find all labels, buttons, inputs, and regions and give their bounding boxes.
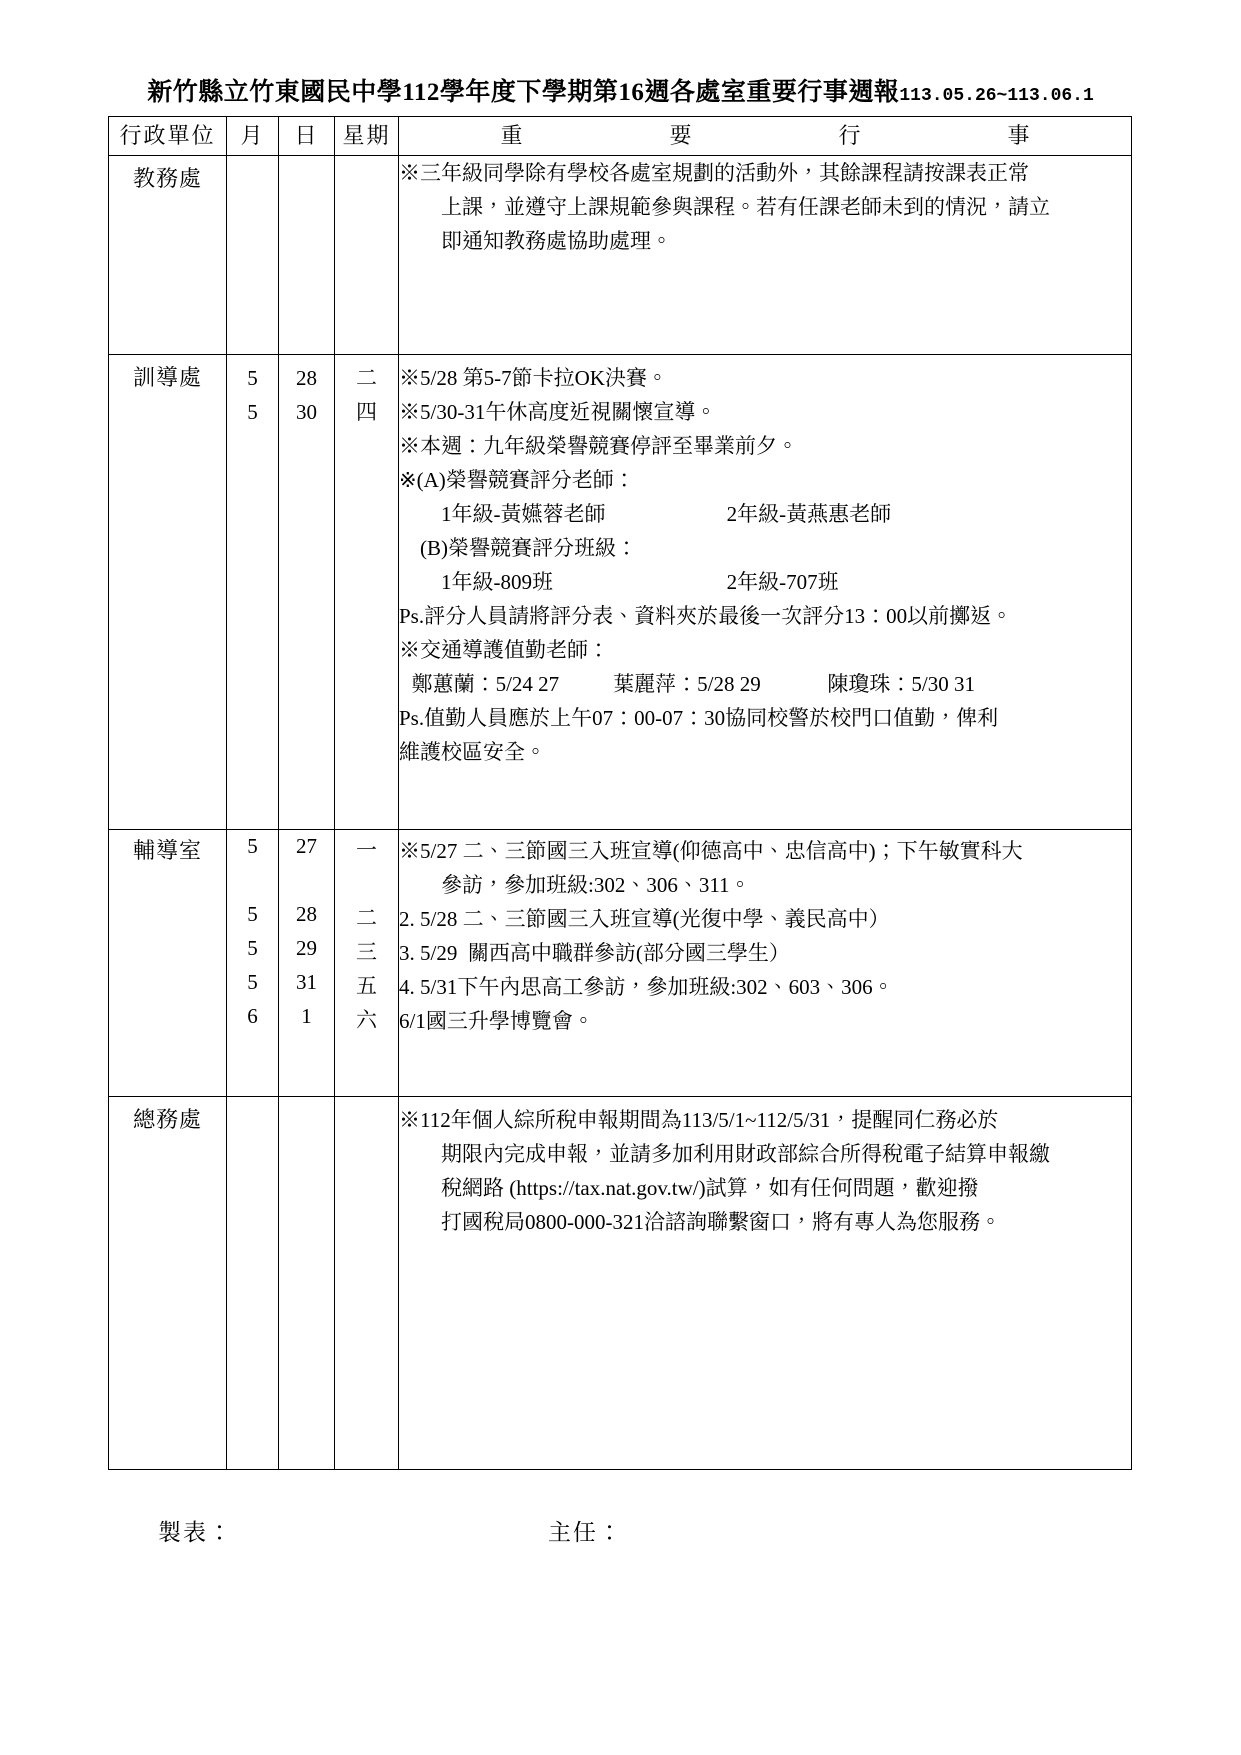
matter-line: 打國稅局0800-000-321洽諮詢聯繫窗口，將有專人為您服務。 [441,1210,1001,1235]
month-value: 5 [247,400,258,425]
matters-cell [399,156,1132,355]
header-matters-1: 重 [500,123,523,148]
weekday-value: 二 [356,366,377,391]
unit-cell [109,1004,227,1097]
header-matters-3: 行 [838,123,861,148]
day-value: 30 [296,400,317,425]
duty-teacher-2: 葉麗萍：5/28 29 [613,672,761,697]
matter-line: Ps.值勤人員應於上午07：00-07：30協同校警於校門口值勤，俾利 [399,706,999,731]
unit-cell [109,936,227,970]
weekday-cell [335,156,399,355]
matter-line: 2. 5/28 二、三節國三入班宣導(光復中學、義民高中） [399,907,890,932]
weekday-cell [335,1097,399,1470]
page-title [108,78,1133,108]
director-label: 主任： [548,1520,623,1546]
month-cell [227,156,279,355]
page-title-text: 新竹縣立竹東國民中學112學年度下學期第16週各處室重要行事週報 [147,79,900,106]
table-row [109,970,1132,1004]
weekday-cell: 三 [335,936,399,970]
weekday-value: 四 [356,400,377,425]
matter-line: 上課，並遵守上課規範參與課程。若有任課老師未到的情況，請立 [441,195,1050,220]
duty-teacher-1: 鄭蕙蘭：5/24 27 [411,672,560,697]
matter-line: ※交通導護值勤老師： [399,638,609,663]
day-value: 28 [296,366,317,391]
scoring-teacher-grade2: 2年級-黃燕惠老師 [726,502,892,527]
day-cell: 1 [279,1004,335,1097]
day-cell [279,156,335,355]
month-cell: 5 [227,902,279,936]
table-header-row [109,117,1132,156]
matters-cell [399,1004,1132,1097]
matter-line: ※(A)榮譽競賽評分老師： [399,468,635,493]
matters-cell [399,1097,1132,1470]
spacer [399,1239,1131,1469]
header-matters [399,117,1132,156]
day-cell [279,1097,335,1470]
spacer [399,769,1131,829]
matter-line: 維護校區安全。 [399,740,546,765]
unit-cell: 教務處 [109,156,227,355]
spacer [399,1038,1131,1096]
matters-cell [399,970,1132,1004]
page-title-date-range: 113.05.26~113.06.1 [899,86,1094,106]
table-row [109,830,1132,903]
matters-cell [399,902,1132,936]
header-month: 月 [227,117,279,156]
table-row [109,156,1132,355]
matter-line: ※本週：九年級榮譽競賽停評至畢業前夕。 [399,434,798,459]
matter-line: 稅網路 (https://tax.nat.gov.tw/)試算，如有任何問題，歡迎撥 [441,1176,979,1201]
matter-line-three-col [399,667,1131,701]
matter-line-two-col [399,497,1131,531]
day-cell: 31 [279,970,335,1004]
header-matters-2: 要 [669,123,692,148]
spacer [399,258,1131,354]
unit-cell [109,970,227,1004]
unit-cell [109,902,227,936]
weekday-cell [335,355,399,830]
matter-line: 即通知教務處協助處理。 [441,229,672,254]
scoring-class-grade2: 2年級-707班 [726,570,839,595]
header-matters-4: 事 [1007,123,1030,148]
month-cell: 5 [227,936,279,970]
table-row [109,1097,1132,1470]
month-cell: 5 [227,970,279,1004]
matter-line: ※三年級同學除有學校各處室規劃的活動外，其餘課程請按課表正常 [399,161,1029,185]
unit-cell: 總務處 [109,1097,227,1470]
document-footer [108,1514,1133,1547]
matters-cell [399,830,1132,903]
matter-line: ※112年個人綜所稅申報期間為113/5/1~112/5/31，提醒同仁務必於 [399,1108,999,1133]
matters-cell [399,355,1132,830]
header-day: 日 [279,117,335,156]
table-row [109,355,1132,830]
month-value: 5 [247,366,258,391]
weekday-cell: 六 [335,1004,399,1097]
matter-line: ※5/30-31午休高度近視關懷宣導。 [399,400,717,425]
scoring-teacher-grade1: 1年級-黃嬿蓉老師 [441,502,606,527]
weekday-cell: 五 [335,970,399,1004]
day-cell [279,355,335,830]
matter-line: Ps.評分人員請將評分表、資料夾於最後一次評分13：00以前擲返。 [399,604,1013,629]
matter-line-two-col [399,565,1131,599]
matter-line: ※5/28 第5-7節卡拉OK決賽。 [399,366,668,391]
matter-line: 6/1國三升學博覽會。 [399,1009,594,1034]
header-weekday: 星期 [335,117,399,156]
table-row [109,902,1132,936]
matter-line: 3. 5/29 關西高中職群參訪(部分國三學生） [399,941,790,966]
matter-line: (B)榮譽競賽評分班級： [420,536,637,561]
table-row [109,936,1132,970]
day-cell: 27 [279,830,335,903]
weekday-cell: 一 [335,830,399,903]
month-cell [227,1097,279,1470]
header-unit: 行政單位 [109,117,227,156]
matter-line: 4. 5/31下午內思高工參訪，參加班級:302、603、306。 [399,975,894,1000]
day-cell: 29 [279,936,335,970]
matter-line: 期限內完成申報，並請多加利用財政部綜合所得稅電子結算申報繳 [441,1142,1050,1167]
weekly-schedule-table [108,116,1132,1470]
matter-line: 參訪，參加班級:302、306、311。 [441,873,751,898]
month-cell: 6 [227,1004,279,1097]
month-cell [227,355,279,830]
scoring-class-grade1: 1年級-809班 [441,570,553,595]
unit-cell: 訓導處 [109,355,227,830]
weekday-cell: 二 [335,902,399,936]
matter-line: ※5/27 二、三節國三入班宣導(仰德高中、忠信高中)；下午敏實科大 [399,839,1023,864]
matters-cell [399,936,1132,970]
table-row [109,1004,1132,1097]
unit-cell: 輔導室 [109,830,227,903]
prepared-by-label: 製表： [158,1520,233,1546]
day-cell: 28 [279,902,335,936]
month-cell: 5 [227,830,279,903]
duty-teacher-3: 陳瓊珠：5/30 31 [827,672,975,697]
